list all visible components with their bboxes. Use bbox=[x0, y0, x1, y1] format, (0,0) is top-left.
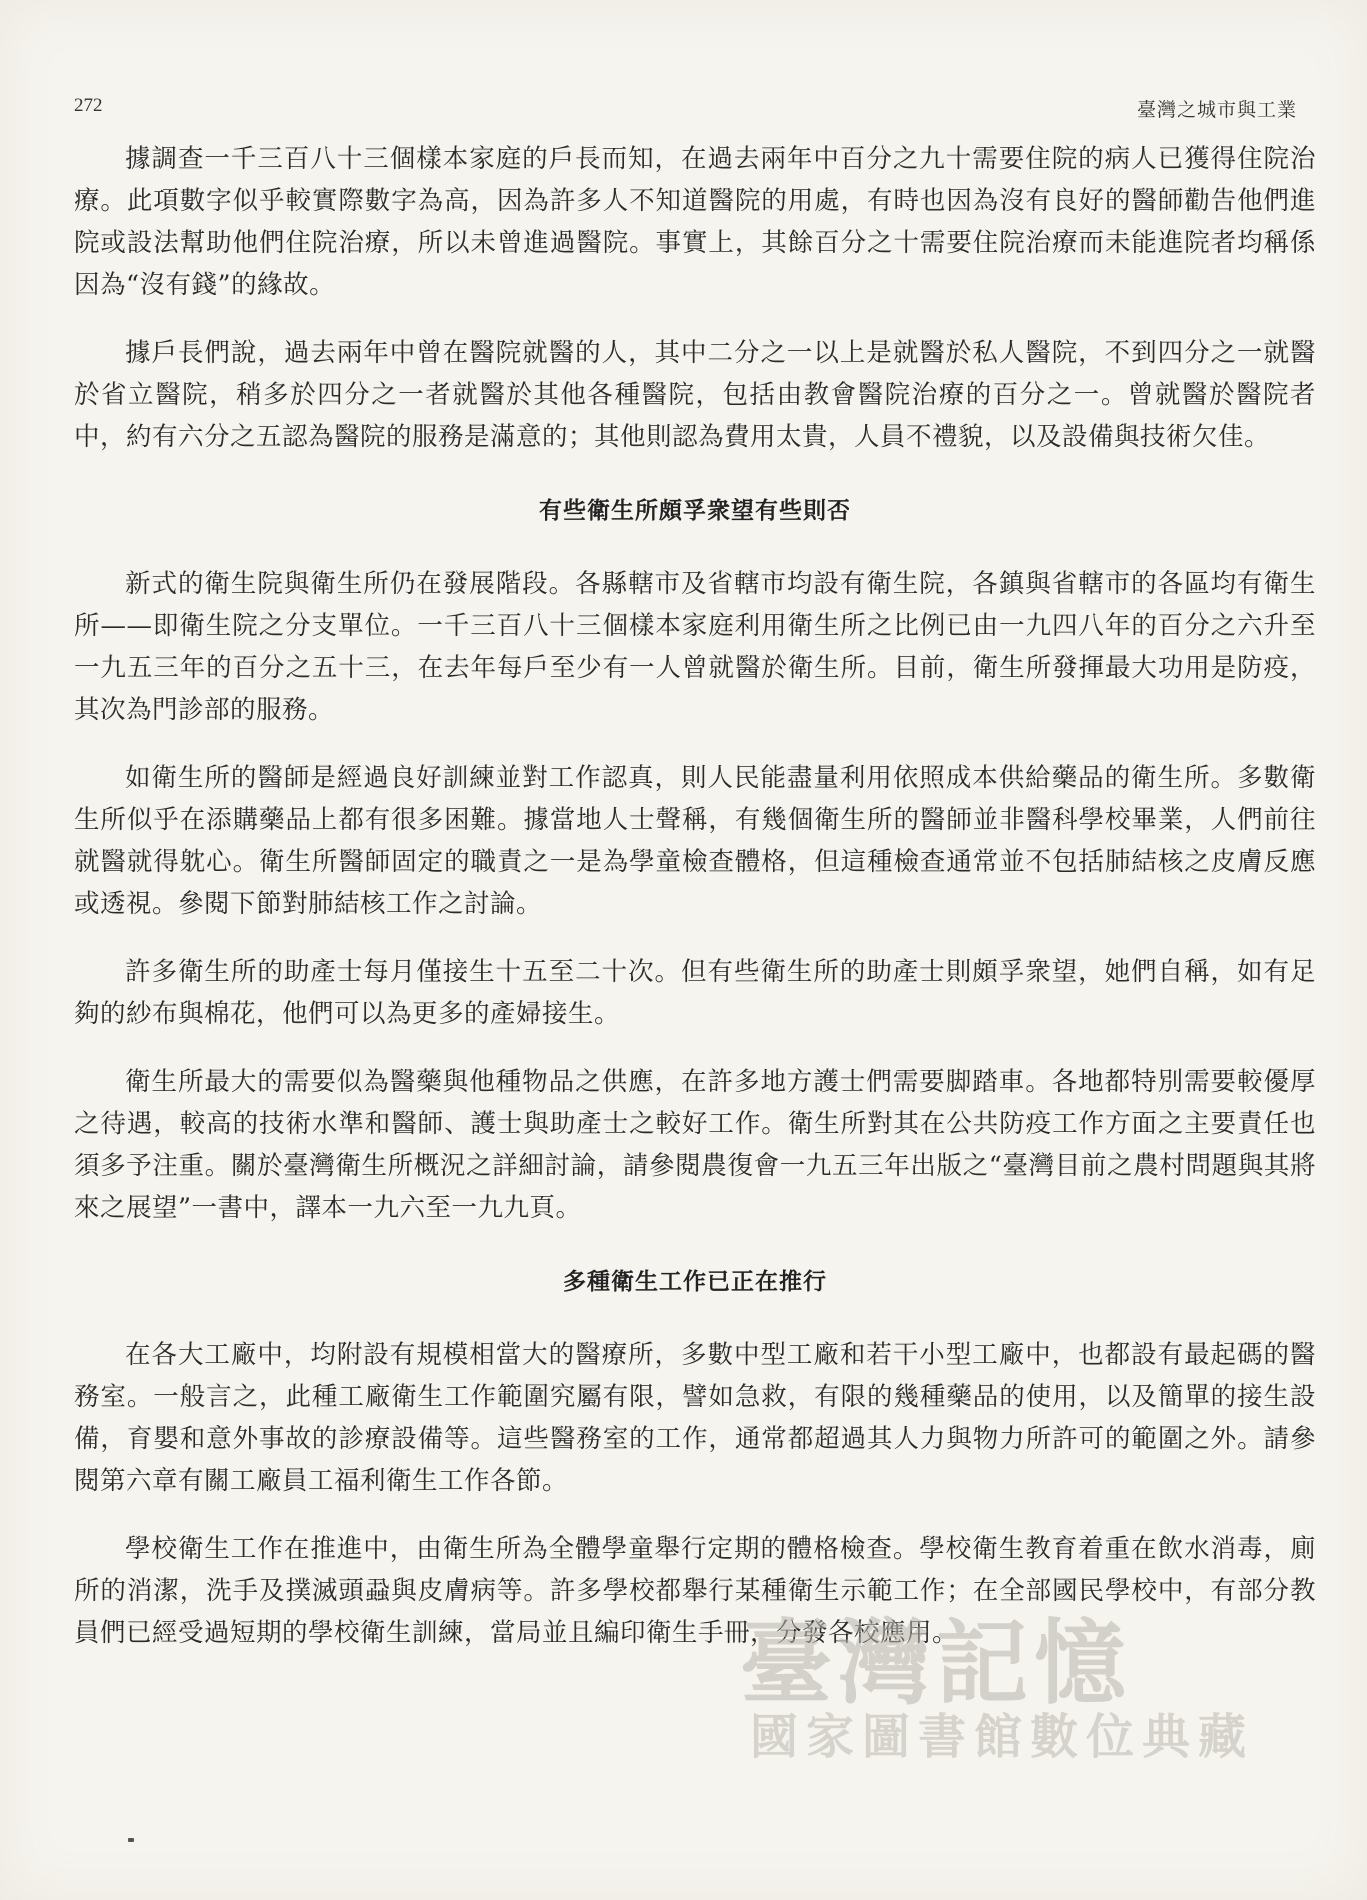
page-body bbox=[74, 138, 1316, 1680]
section-heading-health-work: 多種衛生工作已正在推行 bbox=[563, 1269, 827, 1295]
paragraph-factory-health: 在各大工廠中，均附設有規模相當大的醫療所，多數中型工廠和若干小型工廠中，也都設有最起碼的醫務室。一般言之，此種工廠衛生工作範圍究屬有限，譬如急救，有限的幾種藥品的使用，以及簡單的接生設備，育嬰和意外事故的診療設備等。這些醫務室的工作，通常都超過其人力與物力所許可的範圍之外。請參閱第六章有關工廠員工福利衛生工作各節。 bbox=[74, 1340, 1316, 1496]
paragraph-health-stations-development: 新式的衛生院與衛生所仍在發展階段。各縣轄市及省轄市均設有衛生院，各鎮與省轄市的各區均有衛生所——即衛生院之分支單位。一千三百八十三個樣本家庭利用衛生所之比例已由一九四八年的百分之六升至一九五三年的百分之五十三，在去年每戶至少有一人曾就醫於衛生所。目前，衛生所發揮最大功用是防疫，其次為門診部的服務。 bbox=[74, 569, 1316, 725]
watermark-main-text: 臺灣記憶 bbox=[740, 1609, 1133, 1717]
paragraph-hospital-types: 據戶長們說，過去兩年中曾在醫院就醫的人，其中二分之一以上是就醫於私人醫院，不到四分之一就醫於省立醫院，稍多於四分之一者就醫於其他各種醫院，包括由教會醫院治療的百分之一。曾就醫於醫院者中，約有六分之五認為醫院的服務是滿意的；其他則認為費用太貴，人員不禮貌，以及設備與技術欠佳。 bbox=[74, 338, 1316, 452]
book-title: 臺灣之城市與工業 bbox=[1136, 100, 1297, 121]
paragraph-midwives: 許多衛生所的助產士每月僅接生十五至二十次。但有些衛生所的助產士則頗孚衆望，她們自稱，如有足夠的紗布與棉花，他們可以為更多的產婦接生。 bbox=[74, 957, 1316, 1029]
paragraph-health-station-needs: 衛生所最大的需要似為醫藥與他種物品之供應，在許多地方護士們需要脚踏車。各地都特別需要較優厚之待遇，較高的技術水準和醫師、護士與助產士之較好工作。衛生所對其在公共防疫工作方面之主要責任也須多予注重。關於臺灣衛生所概況之詳細討論，請參閱農復會一九五三年出版之“臺灣目前之農村問題與其將來之展望”一書中，譯本一九六至一九九頁。 bbox=[74, 1067, 1316, 1223]
section-heading-health-stations: 有些衛生所頗孚衆望有些則否 bbox=[539, 498, 851, 524]
paragraph-school-health: 學校衛生工作在推進中，由衛生所為全體學童舉行定期的體格檢查。學校衛生教育着重在飲水消毒，廁所的消潔，洗手及撲滅頭蝨與皮膚病等。許多學校都舉行某種衛生示範工作；在全部國民學校中，有部分教員們已經受過短期的學校衛生訓練，當局並且編印衛生手冊，分發各校應用。 bbox=[74, 1534, 1316, 1648]
watermark-sub-text: 國家圖書館數位典藏 bbox=[750, 1709, 1255, 1765]
page-number: 272 bbox=[74, 95, 103, 116]
running-head bbox=[74, 95, 1297, 125]
paragraph-hospitalization-survey: 據調查一千三百八十三個樣本家庭的戶長而知，在過去兩年中百分之九十需要住院的病人已獲得住院治療。此項數字似乎較實際數字為高，因為許多人不知道醫院的用處，有時也因為沒有良好的醫師勸告他們進院或設法幫助他們住院治療，所以未曾進過醫院。事實上，其餘百分之十需要住院治療而未能進院者均稱係因為“沒有錢”的緣故。 bbox=[74, 144, 1316, 300]
paragraph-health-station-doctors: 如衛生所的醫師是經過良好訓練並對工作認真，則人民能盡量利用依照成本供給藥品的衛生所。多數衛生所似乎在添購藥品上都有很多困難。據當地人士聲稱，有幾個衛生所的醫師並非醫科學校畢業，人們前往就醫就得躭心。衛生所醫師固定的職責之一是為學童檢查體格，但這種檢查通常並不包括肺結核之皮膚反應或透視。參閱下節對肺結核工作之討論。 bbox=[74, 763, 1316, 919]
scan-speck bbox=[128, 1838, 134, 1842]
